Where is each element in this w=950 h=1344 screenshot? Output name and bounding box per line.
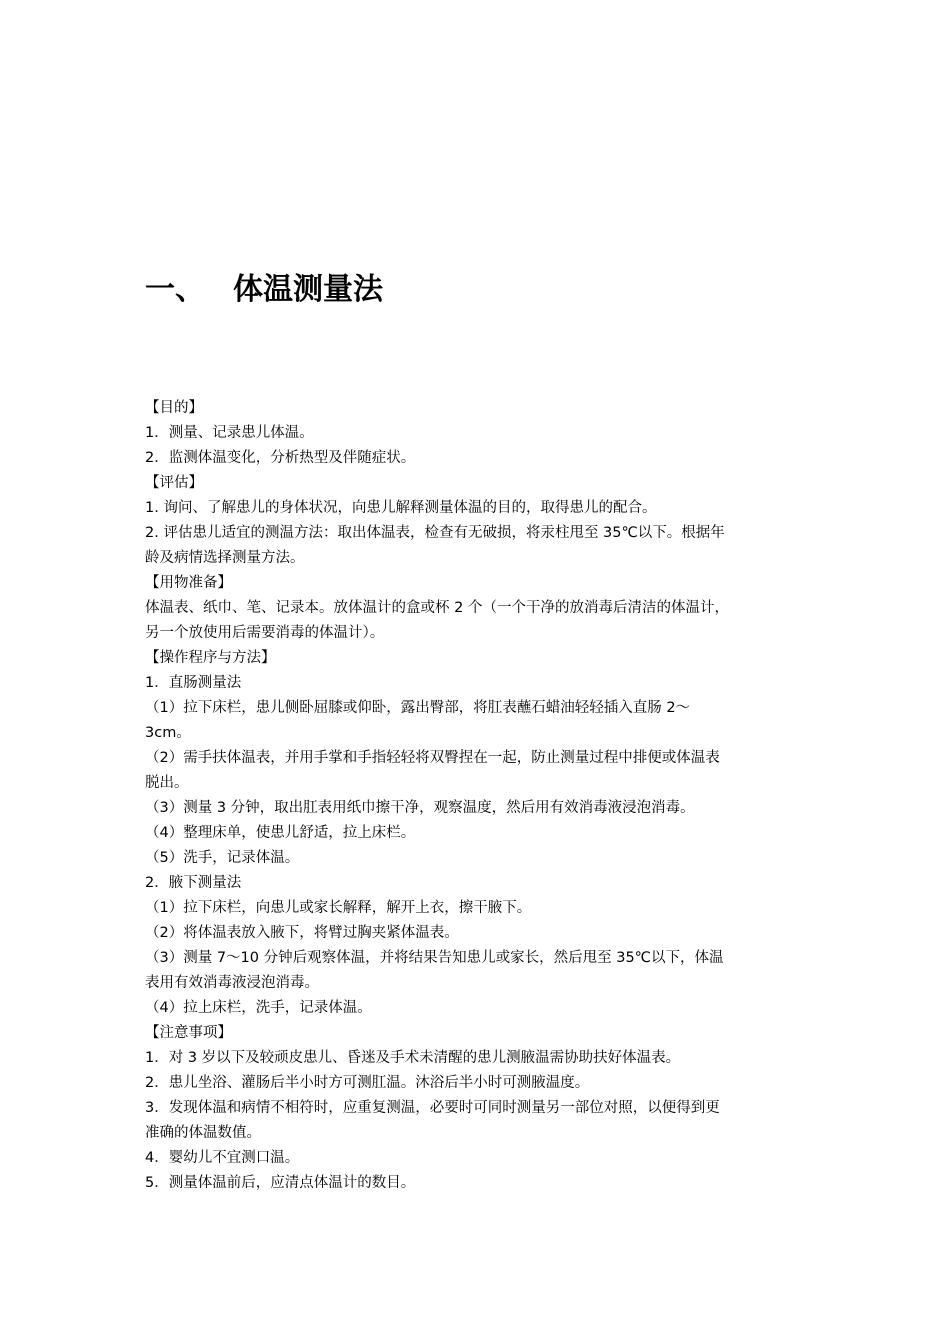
text-line: 4．婴幼儿不宜测口温。 (145, 1150, 300, 1166)
text-line: 5．测量体温前后，应清点体温计的数目。 (145, 1175, 416, 1191)
text-line: 1．测量、记录患儿体温。 (145, 425, 314, 441)
section-title: 体温测量法 (233, 272, 383, 307)
text-line: （4）整理床单，使患儿舒适，拉上床栏。 (145, 825, 416, 841)
text-line: 体温表、纸巾、笔、记录本。放体温计的盒或杯 2 个（一个干净的放消毒后清洁的体温计， (145, 600, 729, 616)
text-line: 2．腋下测量法 (145, 875, 242, 891)
text-line: 2．监测体温变化，分析热型及伴随症状。 (145, 450, 416, 466)
section-heading (145, 268, 383, 312)
section-label-supplies: 【用物准备】 (145, 575, 232, 591)
text-line: （2）需手扶体温表，并用手掌和手指轻轻将双臀捏在一起，防止测量过程中排便或体温表 (145, 750, 720, 766)
text-line: 另一个放使用后需要消毒的体温计）。 (145, 625, 385, 641)
section-number: 一、 (145, 272, 205, 307)
text-line: 脱出。 (145, 775, 189, 791)
text-line: 龄及病情选择测量方法。 (145, 550, 305, 566)
section-label-purpose: 【目的】 (145, 400, 203, 416)
text-line: 准确的体温数值。 (145, 1125, 261, 1141)
section-label-notes: 【注意事项】 (145, 1025, 232, 1041)
text-line: 3．发现体温和病情不相符时，应重复测温，必要时可同时测量另一部位对照，以便得到更 (145, 1100, 720, 1116)
text-line: （5）洗手，记录体温。 (145, 850, 300, 866)
text-line: 1. 询问、了解患儿的身体状况，向患儿解释测量体温的目的，取得患儿的配合。 (145, 500, 657, 516)
section-label-procedure: 【操作程序与方法】 (145, 650, 276, 666)
text-line: 1．对 3 岁以下及较顽皮患儿、昏迷及手术未清醒的患儿测腋温需协助扶好体温表。 (145, 1050, 681, 1066)
document-body (145, 396, 815, 1196)
section-label-assessment: 【评估】 (145, 475, 203, 491)
text-line: （3）测量 7～10 分钟后观察体温，并将结果告知患儿或家长，然后甩至 35℃以下，体温 (145, 950, 724, 966)
text-line: 1．直肠测量法 (145, 675, 242, 691)
text-line: （4）拉上床栏，洗手，记录体温。 (145, 1000, 372, 1016)
text-line: （1）拉下床栏，患儿侧卧屈膝或仰卧，露出臀部，将肛表蘸石蜡油轻轻插入直肠 2～ (145, 700, 691, 716)
text-line: 3cm。 (145, 725, 191, 741)
text-line: 2．患儿坐浴、灌肠后半小时方可测肛温。沐浴后半小时可测腋温度。 (145, 1075, 590, 1091)
text-line: 2. 评估患儿适宜的测温方法：取出体温表，检查有无破损，将汞柱甩至 35℃以下。根据年 (145, 525, 725, 541)
text-line: （1）拉下床栏，向患儿或家长解释，解开上衣，擦干腋下。 (145, 900, 532, 916)
text-line: 表用有效消毒液浸泡消毒。 (145, 975, 319, 991)
text-line: （3）测量 3 分钟，取出肛表用纸巾擦干净，观察温度，然后用有效消毒液浸泡消毒。 (145, 800, 695, 816)
text-line: （2）将体温表放入腋下，将臂过胸夹紧体温表。 (145, 925, 459, 941)
